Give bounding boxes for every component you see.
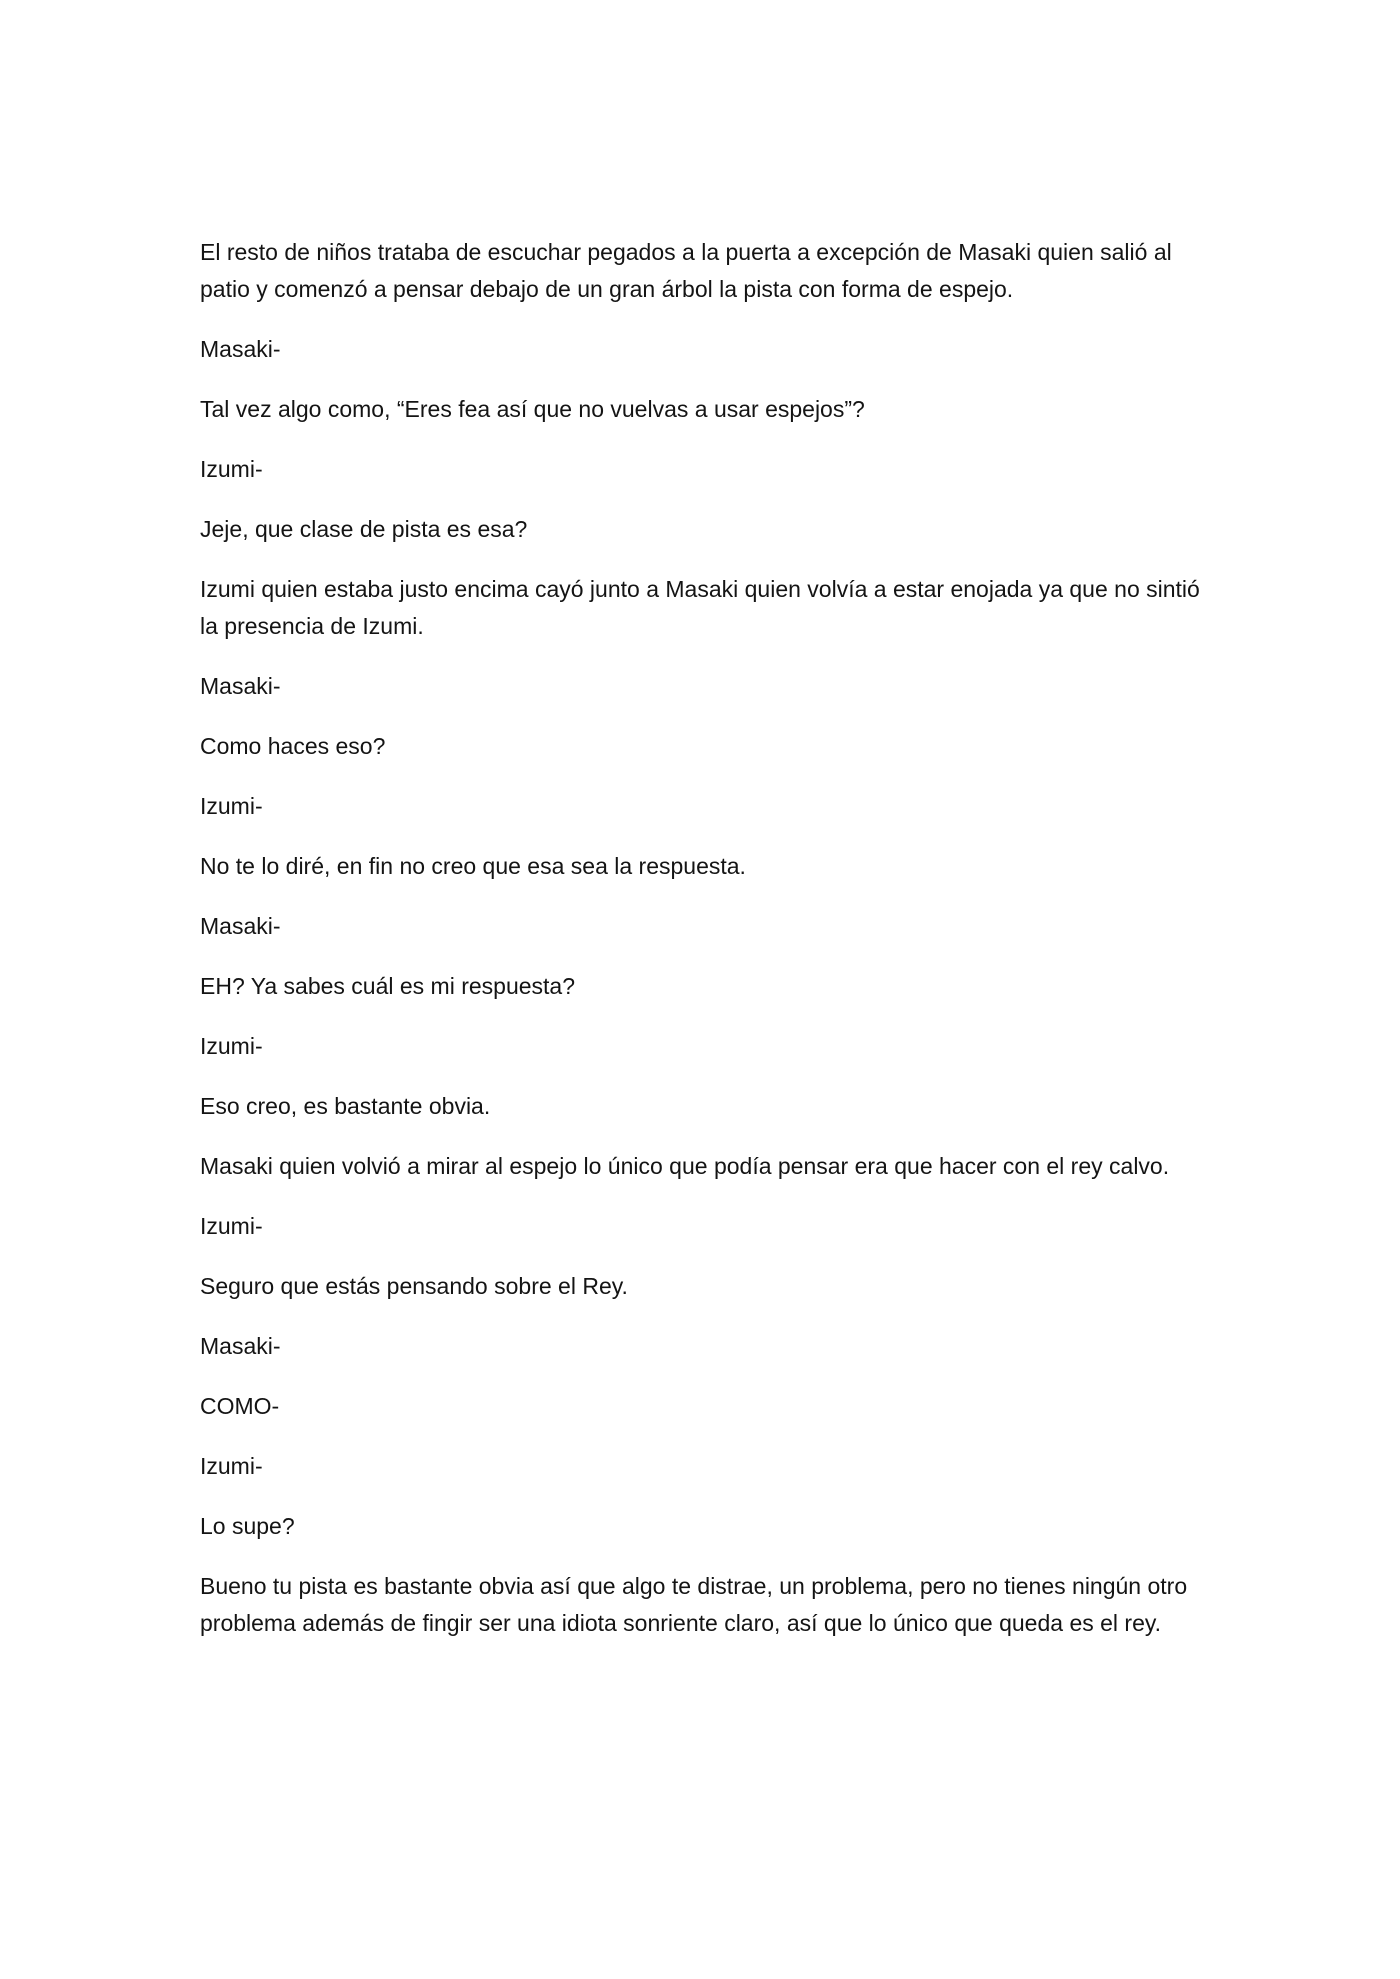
dialogue-line: EH? Ya sabes cuál es mi respuesta? bbox=[200, 973, 576, 999]
dialogue-line: Bueno tu pista es bastante obvia así que algo te distrae, un problema, pero no tienes ningún otro problema además de fingir ser una idiota sonriente claro, así que lo único que queda es el rey. bbox=[200, 1573, 1188, 1636]
dialogue-line: Como haces eso? bbox=[200, 733, 386, 759]
speaker-label: Izumi- bbox=[200, 793, 263, 819]
dialogue-line: Jeje, que clase de pista es esa? bbox=[200, 516, 528, 542]
speaker-label: Masaki- bbox=[200, 336, 281, 362]
speaker-label: Izumi- bbox=[200, 456, 263, 482]
dialogue-line: Lo supe? bbox=[200, 1513, 295, 1539]
document-body bbox=[200, 234, 1205, 1665]
speaker-label: Masaki- bbox=[200, 913, 281, 939]
speaker-label: Izumi- bbox=[200, 1453, 263, 1479]
speaker-label: Masaki- bbox=[200, 1333, 281, 1359]
narration-paragraph: Masaki quien volvió a mirar al espejo lo único que podía pensar era que hacer con el rey calvo. bbox=[200, 1153, 1170, 1179]
dialogue-line: Eso creo, es bastante obvia. bbox=[200, 1093, 491, 1119]
narration-paragraph: Izumi quien estaba justo encima cayó junto a Masaki quien volvía a estar enojada ya que no sintió la presencia de Izumi. bbox=[200, 576, 1200, 639]
dialogue-line: No te lo diré, en fin no creo que esa sea la respuesta. bbox=[200, 853, 746, 879]
speaker-label: Izumi- bbox=[200, 1033, 263, 1059]
speaker-label: Izumi- bbox=[200, 1213, 263, 1239]
dialogue-line: Tal vez algo como, “Eres fea así que no vuelvas a usar espejos”? bbox=[200, 396, 865, 422]
dialogue-line: Seguro que estás pensando sobre el Rey. bbox=[200, 1273, 628, 1299]
speaker-label: Masaki- bbox=[200, 673, 281, 699]
dialogue-line: COMO- bbox=[200, 1393, 280, 1419]
narration-paragraph: El resto de niños trataba de escuchar pegados a la puerta a excepción de Masaki quien salió al patio y comenzó a pensar debajo de un gran árbol la pista con forma de espejo. bbox=[200, 239, 1172, 302]
